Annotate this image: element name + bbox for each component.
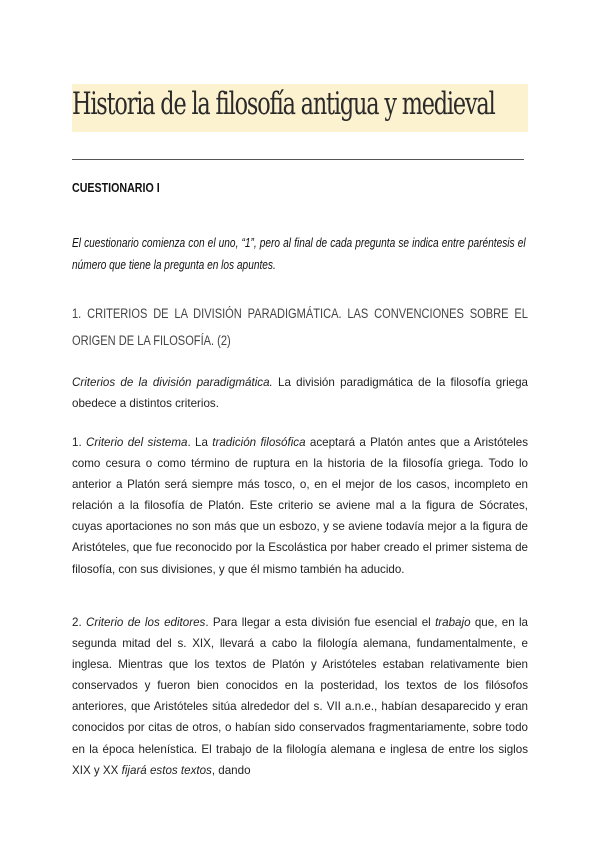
paragraph-text: . Para llegar a esta división fue esencial el — [205, 616, 436, 629]
paragraph-text: La división paradigmática de la filosofía griega obedece a distintos criterios. — [72, 376, 528, 411]
cuestionario-heading: CUESTIONARIO I — [72, 180, 160, 195]
paragraph-text: . La — [187, 436, 213, 449]
paragraph-emphasis: tradición filosófica — [212, 436, 306, 449]
intro-paragraph: El cuestionario comienza con el uno, “1”, pero al final de cada pregunta se indica entre paréntesis el número que tiene la pregunta en los apuntes. — [72, 236, 526, 272]
paragraph-text: aceptará a Platón antes que a Aristóteles como cesura o como término de ruptura en la historia de la filosofía griega. Todo lo anterior a Platón será siempre más tosco, o, en el mejor de los casos, incompleto en relación a la filosofía de Platón. Este criterio se aviene mal a la figura de Sócrates, cuyas aportaciones no son más que un esbozo, y se aviene todavía mejor a la figura de Aristóteles, que fue reconocido por la Escolástica por haber creado el primer sistema de filosofía, con sus divisiones, y que él mismo también ha aducido. — [72, 436, 529, 576]
paragraph-criterio-editores — [72, 612, 528, 781]
document-title: Historia de la filosofía antigua y medieval — [72, 86, 495, 122]
paragraph-text: , dando — [211, 763, 251, 777]
paragraph-lead: Criterio del sistema — [86, 436, 188, 449]
paragraph-criterios — [72, 372, 528, 414]
paragraph-text: que, en la segunda mitad del s. XIX, llevará a cabo la filología alemana, fundamentalmente, e inglesa. Mientras que los textos de Platón y Aristóteles estaban relativamente bien conservados y fueron bien conocidos en la posteridad, los textos de los filósofos anteriores, que Aristóteles sitúa alrededor del s. VII a.n.e., habían desaparecido y eran conocidos por citas de otros, o habían sido conservados fragmentariamente, sobre todo en la época helenística. El trabajo de la filología alemana e inglesa de entre los siglos XIX y XX — [72, 616, 529, 777]
paragraph-number: 1. — [72, 436, 87, 449]
paragraph-lead: Criterios de la división paradigmática. — [72, 376, 273, 389]
paragraph-emphasis: fijará estos textos — [121, 763, 212, 777]
horizontal-rule — [72, 159, 524, 160]
paragraph-lead: Criterio de los editores — [86, 616, 206, 629]
paragraph-number: 2. — [72, 616, 86, 629]
paragraph-emphasis: trabajo — [435, 616, 471, 629]
section-heading: 1. CRITERIOS DE LA DIVISIÓN PARADIGMÁTICA. LAS CONVENCIONES SOBRE EL ORIGEN DE LA FILOSOFÍA. (2) — [72, 306, 528, 348]
paragraph-criterio-sistema — [72, 432, 528, 580]
